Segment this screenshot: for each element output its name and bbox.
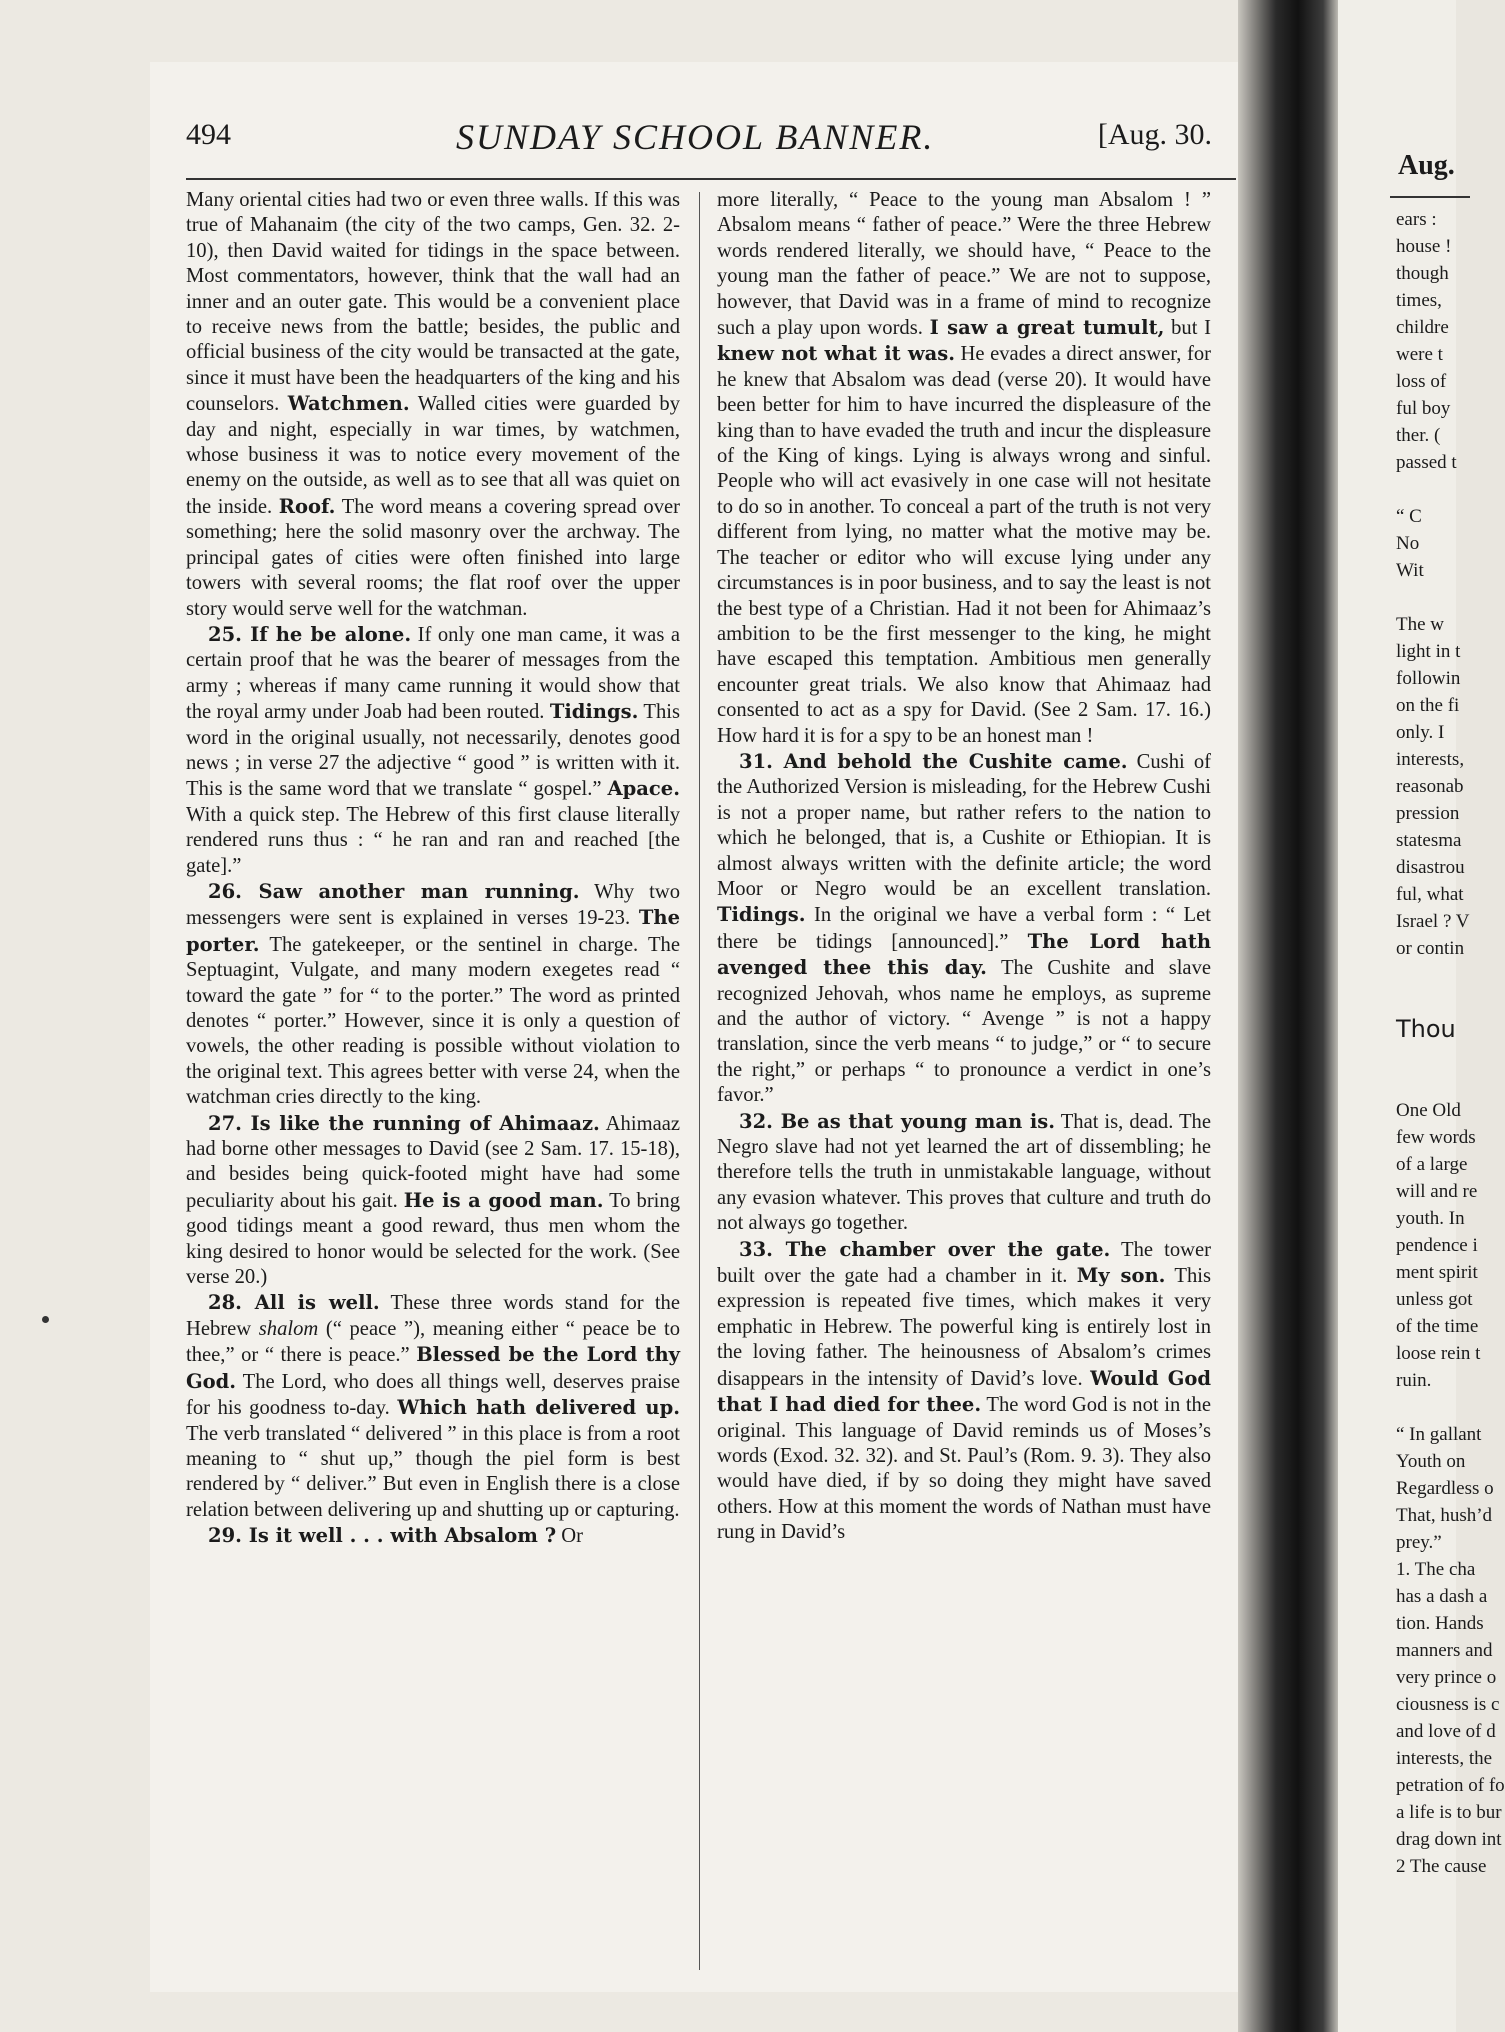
- facing-page-line: Wit: [1396, 560, 1424, 581]
- bold-lemma: Tidings.: [549, 700, 639, 724]
- facing-page-line: ful, what: [1396, 884, 1464, 905]
- facing-page-line: [1396, 584, 1505, 611]
- paragraph: [717, 749, 1211, 1109]
- facing-page-line: “ In gallant: [1396, 1424, 1482, 1445]
- bold-lemma: Would God that I had died for thee.: [717, 1366, 1211, 1417]
- facing-page-line: Israel ? V: [1396, 911, 1470, 932]
- facing-page-line: 2 The cause: [1396, 1856, 1487, 1877]
- bold-lemma: 27. Is like the running of Ahimaaz.: [208, 1111, 600, 1135]
- right-column: [717, 188, 1211, 1546]
- text-run: more literally, “ Peace to the young man Absalom ! ” Absalom means “ father of peace.” Were the three Hebrew words rendered literally, we should have, “ Peace to the young man the father of peace.” We are not to suppose, however, that David was in a frame of mind to recognize such a play upon words.: [717, 189, 1211, 340]
- bold-lemma: He is a good man.: [403, 1188, 604, 1212]
- text-run: The word means a covering spread over something; here the solid masonry over the archway. The principal gates of cities were often finished into large towers with several rooms; the flat roof over the upper story would serve well for the watchman.: [186, 495, 680, 620]
- facing-page-line: interests,: [1396, 749, 1465, 770]
- margin-mark: [42, 1316, 49, 1323]
- paragraph: [717, 1237, 1211, 1546]
- facing-page-line: only. I: [1396, 722, 1445, 743]
- facing-page-line: [1396, 1394, 1505, 1421]
- bold-lemma: 31. And behold the Cushite came.: [739, 749, 1128, 773]
- facing-page-line: [1396, 1043, 1505, 1070]
- header-rule: [186, 178, 1236, 180]
- paragraph: [186, 622, 680, 879]
- facing-page-line: prey.”: [1396, 1532, 1442, 1553]
- facing-page-line: ruin.: [1396, 1370, 1432, 1391]
- facing-page-line: [1396, 962, 1505, 989]
- facing-page-line: reasonab: [1396, 776, 1464, 797]
- facing-page-line: ears :: [1396, 209, 1437, 230]
- facing-page-line: [1396, 1070, 1505, 1097]
- facing-page-line: pression: [1396, 803, 1460, 824]
- text-run: The tower built over the gate had a chamber in it.: [717, 1238, 1211, 1288]
- text-run: These three words stand for the Hebrew: [186, 1292, 680, 1340]
- bold-lemma: Tidings.: [717, 903, 806, 927]
- facing-page-line: ciousness is c: [1396, 1694, 1500, 1715]
- bold-lemma: Blessed be the Lord thy God.: [186, 1343, 680, 1393]
- facing-page-line: few words: [1396, 1127, 1476, 1148]
- facing-page-line: No: [1396, 533, 1420, 554]
- text-run: The Lord, who does all things well, deserves praise for his goodness to-day.: [186, 1370, 680, 1420]
- facing-page-rule: [1390, 196, 1470, 198]
- bold-lemma: Watchmen.: [287, 392, 410, 416]
- facing-page-line: Regardless o: [1396, 1478, 1494, 1499]
- bold-lemma: 28. All is well.: [208, 1291, 380, 1315]
- paragraph: [717, 188, 1211, 749]
- facing-page-line: were t: [1396, 344, 1443, 365]
- left-column: [186, 188, 680, 1550]
- text-run: (“ peace ”), meaning either “ peace be to thee,” or “ there is peace.”: [186, 1317, 680, 1367]
- facing-page-line: 1. The cha: [1396, 1559, 1476, 1580]
- facing-page-line: house !: [1396, 236, 1452, 257]
- bold-lemma: 32. Be as that young man is.: [739, 1109, 1056, 1133]
- bold-lemma: Apace.: [607, 777, 680, 801]
- facing-page-line: passed t: [1396, 452, 1457, 473]
- text-run: Many oriental cities had two or even three walls. If this was true of Mahanaim (the city of the two camps, Gen. 32. 2-10), then David waited for tidings in the space between. Most commentators, however, think that the wall had an inner and an outer gate. This would be a convenient place to receive news from the battle; besides, the public and official business of the city would be transacted at the gate, since it must have been the headquarters of the king and his counselors.: [186, 189, 680, 416]
- facing-page-line: or contin: [1396, 938, 1465, 959]
- text-run: With a quick step. The Hebrew of this first clause literally rendered runs thus : “ he ran and ran and reached [the gate].”: [186, 803, 680, 877]
- facing-page-line: [1396, 989, 1505, 1016]
- paragraph: [186, 1523, 680, 1549]
- bold-lemma: The Lord hath avenged thee this day.: [717, 929, 1211, 980]
- facing-page-line: interests, the: [1396, 1748, 1493, 1769]
- facing-page-line: ful boy: [1396, 398, 1451, 419]
- facing-page-line: One Old: [1396, 1100, 1461, 1121]
- paragraph: [186, 1290, 680, 1523]
- facing-page-line: light in t: [1396, 641, 1461, 662]
- text-run: He evades a direct answer, for he knew that Absalom was dead (verse 20). It would have been better for him to have incurred the displeasure of the king than to have evaded the truth and incur the displeasure of the King of kings. Lying is always wrong and sinful. People who will act evasively in one case will not hesitate to do so in another. To conceal a part of the truth is not very different from lying, no matter what the motive may be. The teacher or editor who will excuse lying under any circumstances is in poor business, and to say the least is not the best type of a Christian. Had it not been for Ahimaaz’s ambition to be the first messenger to the king, he might have escaped this temptation. Ambitious men generally encounter great trials. We also know that Ahimaaz had consented to act as a spy for David. (See 2 Sam. 17. 16.) How hard it is for a spy to be an honest man !: [717, 343, 1211, 747]
- facing-page-line: ment spirit: [1396, 1262, 1478, 1283]
- paragraph: [186, 879, 680, 1111]
- running-header: [186, 118, 1236, 168]
- facing-page-line: manners and: [1396, 1640, 1493, 1661]
- facing-page-header: Aug.: [1398, 150, 1455, 181]
- bold-lemma: 25. If he be alone.: [208, 622, 412, 646]
- column-divider: [699, 192, 700, 1970]
- facing-page-line: statesma: [1396, 830, 1462, 851]
- text-run: Why two messengers were sent is explained in verses 19-23.: [186, 880, 680, 930]
- facing-page-line: a life is to bur: [1396, 1802, 1502, 1823]
- paragraph: [186, 188, 680, 622]
- facing-page-line: That, hush’d: [1396, 1505, 1493, 1526]
- facing-page-line: though: [1396, 263, 1449, 284]
- facing-page-line: loose rein t: [1396, 1343, 1481, 1364]
- paragraph: [186, 1111, 680, 1291]
- facing-page-line: followin: [1396, 668, 1461, 689]
- facing-page-line: times,: [1396, 290, 1442, 311]
- facing-page: [1338, 0, 1505, 2032]
- page-number: 494: [186, 118, 231, 151]
- bold-lemma: My son.: [1076, 1264, 1166, 1288]
- facing-page-line: [1396, 476, 1505, 503]
- text-run: Or: [556, 1525, 584, 1548]
- text-run: The gatekeeper, or the sentinel in charge. The Septuagint, Vulgate, and many modern exegetes read “ toward the gate ” for “ to the porter.” The word as printed denotes “ porter.” However, since it is only a question of vowels, the other reading is possible without violation to the original text. This agrees better with verse 24, when the watchman cries directly to the king.: [186, 933, 680, 1109]
- text-run: This word in the original usually, not necessarily, denotes good news ; in verse 27 the adjective “ good ” is written with it. This is the same word that we translate “ gospel.”: [186, 701, 680, 801]
- text-run: The word God is not in the original. This language of David reminds us of Moses’s words (Exod. 32. 32). and St. Paul’s (Rom. 9. 3). They also would have died, if by so doing they might have saved others. How at this moment the words of Nathan must have rung in David’s: [717, 1394, 1211, 1544]
- facing-page-line: The w: [1396, 614, 1445, 635]
- facing-page-line: unless got: [1396, 1289, 1473, 1310]
- facing-page-line: ther. (: [1396, 425, 1441, 446]
- text-run: Walled cities were guarded by day and night, especially in war times, by watchmen, whose business it was to notice every movement of the enemy on the outside, as well as to see that all was quiet on the inside.: [186, 393, 680, 518]
- publication-title: SUNDAY SCHOOL BANNER.: [456, 117, 935, 157]
- facing-page-line: of a large: [1396, 1154, 1468, 1175]
- facing-page-line: has a dash a: [1396, 1586, 1488, 1607]
- facing-page-line: drag down int: [1396, 1829, 1502, 1850]
- facing-page-line: youth. In: [1396, 1208, 1465, 1229]
- facing-page-line: very prince o: [1396, 1667, 1497, 1688]
- bold-lemma: Which hath delivered up.: [397, 1396, 680, 1420]
- bold-lemma: knew not what it was.: [717, 342, 956, 366]
- issue-date: [Aug. 30.: [1097, 118, 1212, 151]
- facing-page-line: childre: [1396, 317, 1449, 338]
- facing-page-line: “ C: [1396, 506, 1422, 527]
- italic-term: shalom: [258, 1317, 319, 1340]
- paragraph: [717, 1109, 1211, 1237]
- text-run: To bring good tidings meant a good reward, thus men whom the king desired to honor would be selected for the work. (See verse 20.): [186, 1189, 680, 1289]
- facing-page-line: Thou: [1396, 1015, 1456, 1043]
- bold-lemma: 26. Saw another man running.: [208, 879, 580, 903]
- facing-page-line: disastrou: [1396, 857, 1465, 878]
- book-binding-gutter: [1238, 0, 1338, 2032]
- text-run: Cushi of the Authorized Version is misleading, for the Hebrew Cushi is not a proper name, but rather refers to the nation to which he belonged, that is, a Cushite or Ethiopian. It is almost always written with the definite article; the word Moor or Negro would be an excellent translation.: [717, 750, 1211, 900]
- facing-page-line: on the fi: [1396, 695, 1460, 716]
- bold-lemma: 29. Is it well . . . with Absalom ?: [208, 1524, 557, 1548]
- facing-page-line: of the time: [1396, 1316, 1479, 1337]
- text-run: This expression is repeated five times, which makes it very emphatic in Hebrew. The powerful king is entirely lost in the loving father. The heinousness of Absalom’s crimes disappears in the intensity of David’s love.: [717, 1265, 1212, 1390]
- facing-page-line: and love of d: [1396, 1721, 1496, 1742]
- facing-page-line: loss of: [1396, 371, 1447, 392]
- bold-lemma: 33. The chamber over the gate.: [739, 1237, 1111, 1261]
- text-run: but I: [1164, 317, 1212, 340]
- facing-page-line: Youth on: [1396, 1451, 1466, 1472]
- bold-lemma: The porter.: [186, 906, 680, 956]
- facing-page-line: petration of fo: [1396, 1775, 1505, 1796]
- facing-page-text: [1396, 206, 1505, 1880]
- text-run: The verb translated “ delivered ” in this place is from a root meaning to “ shut up,” though the piel form is best rendered by “ deliver.” But even in English there is a close relation between delivering up and shutting up or capturing.: [186, 1422, 680, 1521]
- facing-page-line: pendence i: [1396, 1235, 1478, 1256]
- facing-page-line: tion. Hands: [1396, 1613, 1484, 1634]
- text-run: That is, dead. The Negro slave had not yet learned the art of dissembling; he therefore tells the truth in unmistakable language, without any evasion whatever. This proves that culture and truth do not always go together.: [717, 1110, 1211, 1235]
- text-run: Ahimaaz had borne other messages to David (see 2 Sam. 17. 15-18), and besides being quick-footed might have had some peculiarity about his gait.: [186, 1112, 681, 1212]
- text-run: The Cushite and slave recognized Jehovah, whos name he employs, as supreme and the author of victory. “ Avenge ” is not a happy translation, since the verb means “ to judge,” or “ to secure the right,” or perhaps “ to pronounce a verdict in one’s favor.”: [717, 957, 1212, 1107]
- text-run: In the original we have a verbal form : “ Let there be tidings [announced].”: [717, 904, 1211, 953]
- text-run: If only one man came, it was a certain proof that he was the bearer of messages from the army ; whereas if many came running it would show that the royal army under Joab had been routed.: [186, 623, 680, 724]
- bold-lemma: I saw a great tumult,: [929, 316, 1165, 340]
- facing-page-line: will and re: [1396, 1181, 1478, 1202]
- bold-lemma: Roof.: [278, 494, 336, 518]
